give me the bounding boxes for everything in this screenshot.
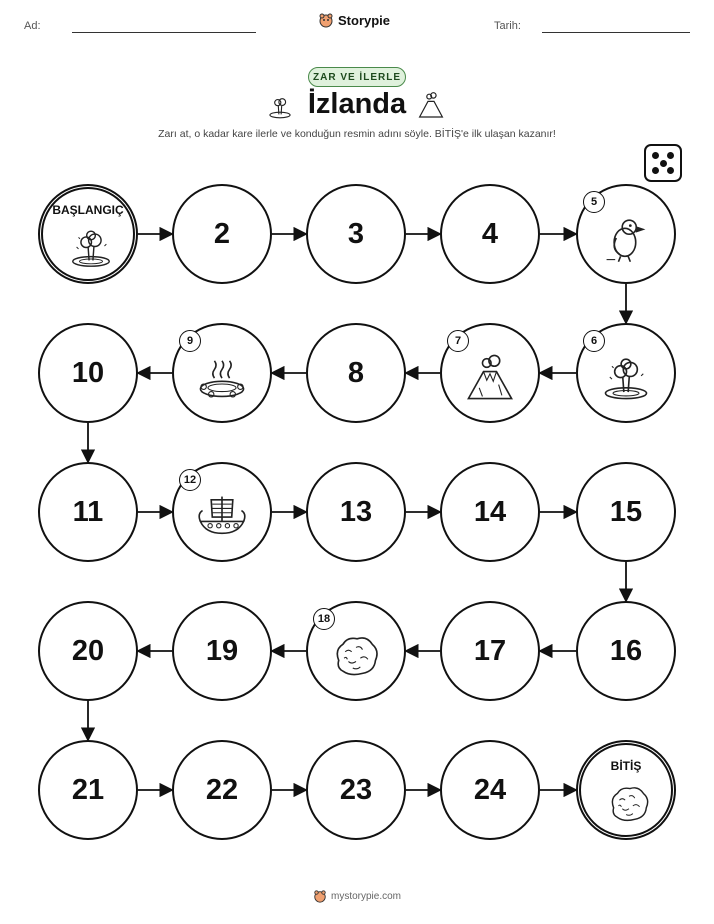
board-cell-12[interactable] xyxy=(172,462,272,562)
cell-number-tag: 5 xyxy=(583,191,605,213)
board-cell-6[interactable] xyxy=(576,323,676,423)
cell-number: 10 xyxy=(71,356,105,389)
geyser-icon xyxy=(67,223,115,271)
brand-name: Storypie xyxy=(338,12,391,28)
board-cell-2[interactable] xyxy=(172,184,272,284)
cell-number: 16 xyxy=(609,634,643,667)
cell-number: 15 xyxy=(609,495,643,528)
lava-rock-icon xyxy=(329,628,383,682)
cell-number: 21 xyxy=(71,773,105,806)
board-cell-15[interactable] xyxy=(576,462,676,562)
volcano-icon xyxy=(463,350,517,404)
board-cell-3[interactable] xyxy=(306,184,406,284)
instructions: Zarı at, o kadar kare ilerle ve konduğun resmin adını söyle. BİTİŞ'e ilk ulaşan kazanır! xyxy=(158,128,556,140)
board-cell-4[interactable] xyxy=(440,184,540,284)
cell-number: 3 xyxy=(347,217,365,250)
lava-rock-icon xyxy=(605,779,653,827)
name-label: Ad: xyxy=(24,20,41,32)
cell-number-tag: 18 xyxy=(313,608,335,630)
cell-number: 4 xyxy=(481,217,499,250)
cell-number: 17 xyxy=(473,634,507,667)
board-cell-19[interactable] xyxy=(172,601,272,701)
board-cell-11[interactable] xyxy=(38,462,138,562)
date-label: Tarih: xyxy=(494,20,521,32)
board-cell-8[interactable] xyxy=(306,323,406,423)
board-cell-13[interactable] xyxy=(306,462,406,562)
board-cell-20[interactable] xyxy=(38,601,138,701)
board-cell-17[interactable] xyxy=(440,601,540,701)
footer-url[interactable]: mystorypie.com xyxy=(330,890,401,902)
board-cell-24[interactable] xyxy=(440,740,540,840)
board-cell-10[interactable] xyxy=(38,323,138,423)
geyser-icon xyxy=(599,350,653,404)
cell-number: 11 xyxy=(72,495,104,528)
board-cell-14[interactable] xyxy=(440,462,540,562)
finish-label: BİTİŞ xyxy=(610,759,642,773)
board-cell-16[interactable] xyxy=(576,601,676,701)
page-title: İzlanda xyxy=(307,88,407,120)
hot-spring-icon xyxy=(195,350,249,404)
cell-number: 19 xyxy=(205,634,239,667)
cell-number: 20 xyxy=(71,634,105,667)
board-cell-1[interactable] xyxy=(38,184,138,284)
board-cell-25[interactable] xyxy=(576,740,676,840)
cell-number: 24 xyxy=(473,773,507,806)
footer xyxy=(0,889,714,903)
start-label: BAŞLANGIÇ xyxy=(52,203,124,217)
board-cell-22[interactable] xyxy=(172,740,272,840)
cell-number: 13 xyxy=(339,495,373,528)
cell-number-tag: 6 xyxy=(583,330,605,352)
viking-ship-icon xyxy=(195,489,249,543)
cell-number: 23 xyxy=(339,773,373,806)
cell-number: 14 xyxy=(473,495,507,528)
cell-number-tag: 7 xyxy=(447,330,469,352)
cell-number: 2 xyxy=(213,217,231,250)
activity-badge: ZAR VE İLERLE xyxy=(308,67,406,87)
board-cell-9[interactable] xyxy=(172,323,272,423)
cell-number: 22 xyxy=(205,773,239,806)
board-cell-18[interactable] xyxy=(306,601,406,701)
mascot-icon xyxy=(313,889,327,903)
board-cell-21[interactable] xyxy=(38,740,138,840)
cell-number-tag: 12 xyxy=(179,469,201,491)
board-cell-23[interactable] xyxy=(306,740,406,840)
cell-number-tag: 9 xyxy=(179,330,201,352)
cell-number: 8 xyxy=(347,356,365,389)
board-cell-7[interactable] xyxy=(440,323,540,423)
puffin-icon xyxy=(599,211,653,265)
board-cell-5[interactable] xyxy=(576,184,676,284)
